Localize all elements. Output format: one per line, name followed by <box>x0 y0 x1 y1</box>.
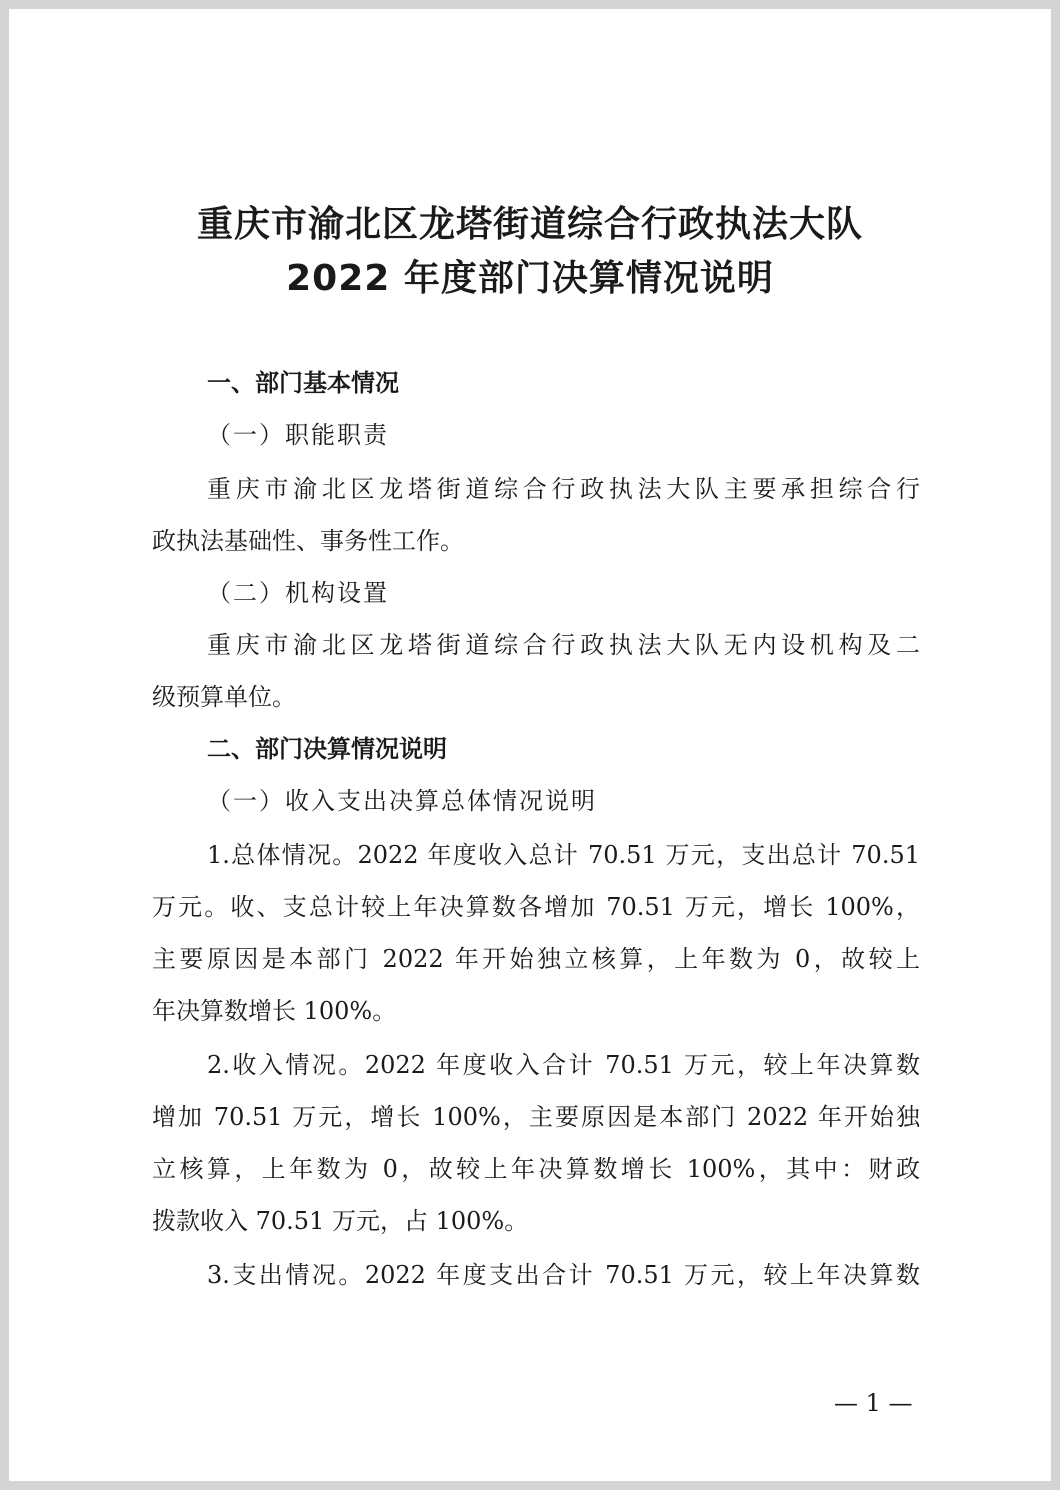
paragraph-line: 拨款收入 70.51 万元，占 100%。 <box>152 1207 529 1235</box>
section-1-sub-2-heading: （二）机构设置 <box>207 579 389 607</box>
paragraph-line: 1.总体情况。2022 年度收入总计 70.51 万元，支出总计 70.51 <box>207 841 920 869</box>
paragraph-line: 政执法基础性、事务性工作。 <box>152 527 464 555</box>
paragraph-line: 2.收入情况。2022 年度收入合计 70.51 万元，较上年决算数 <box>207 1051 920 1079</box>
section-1-sub-1-heading: （一）职能职责 <box>207 421 389 449</box>
paragraph-line: 年决算数增长 100%。 <box>152 997 397 1025</box>
paragraph-line: 主要原因是本部门 2022 年开始独立核算，上年数为 0，故较上 <box>152 945 920 973</box>
document-title-line-2: 2022 年度部门决算情况说明 <box>286 258 774 299</box>
paragraph-line: 级预算单位。 <box>152 683 296 711</box>
section-2-sub-1-heading: （一）收入支出决算总体情况说明 <box>207 787 597 815</box>
paragraph-line: 万元。收、支总计较上年决算数各增加 70.51 万元，增长 100%， <box>152 893 920 921</box>
document-page <box>9 9 1051 1481</box>
paragraph-line: 3.支出情况。2022 年度支出合计 70.51 万元，较上年决算数 <box>207 1261 920 1289</box>
paragraph-line: 重庆市渝北区龙塔街道综合行政执法大队无内设机构及二 <box>207 631 920 659</box>
section-1-heading: 一、部门基本情况 <box>207 369 399 397</box>
section-2-heading: 二、部门决算情况说明 <box>207 735 447 763</box>
document-title-line-1: 重庆市渝北区龙塔街道综合行政执法大队 <box>196 204 863 245</box>
paragraph-line: 立核算，上年数为 0，故较上年决算数增长 100%，其中：财政 <box>152 1155 920 1183</box>
page-number: — 1 — <box>834 1389 913 1417</box>
paragraph-line: 增加 70.51 万元，增长 100%，主要原因是本部门 2022 年开始独 <box>152 1103 920 1131</box>
paragraph-line: 重庆市渝北区龙塔街道综合行政执法大队主要承担综合行 <box>207 475 920 503</box>
